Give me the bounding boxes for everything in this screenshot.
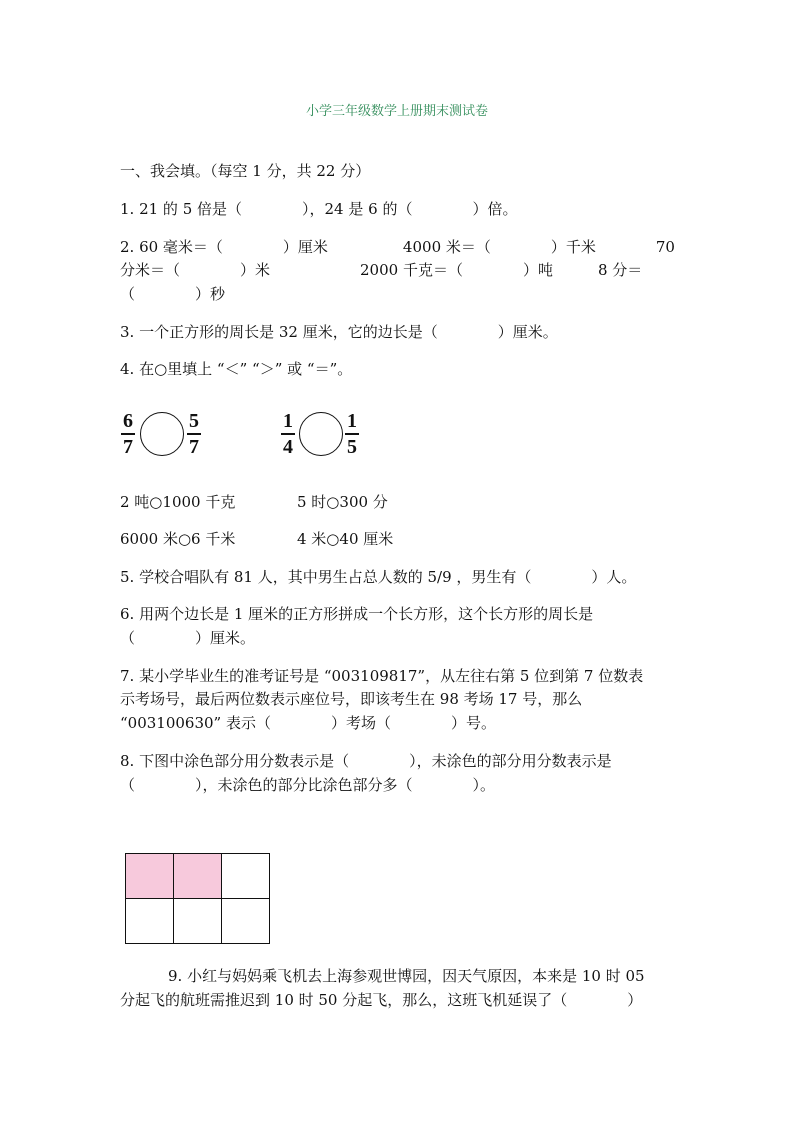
- fraction-numerator: 1: [347, 410, 357, 432]
- fraction-five-sevenths: [187, 410, 201, 458]
- fraction-numerator: 6: [123, 410, 133, 432]
- grid-cell: [126, 899, 174, 944]
- fraction-one-fourth: [281, 410, 295, 458]
- question-2-line-2: 分米＝（ ）米 2000 千克＝（ ）吨 8 分＝: [120, 261, 643, 279]
- fraction-bar: [281, 433, 295, 435]
- fraction-bar: [345, 433, 359, 435]
- question-2-line-3: （ ）秒: [120, 285, 226, 303]
- compare-item-2: 5 时○300 分: [297, 493, 388, 511]
- section-heading: 一、我会填。（每空 1 分，共 22 分）: [120, 162, 371, 180]
- page-title: 小学三年级数学上册期末测试卷: [305, 104, 488, 119]
- question-8-line-1: 8. 下图中涂色部分用分数表示是（ ），未涂色的部分用分数表示是: [120, 752, 612, 770]
- grid-cell-shaded: [126, 854, 174, 899]
- question-7-line-3: “003100630” 表示（ ）考场（ ）号。: [120, 714, 496, 732]
- fraction-numerator: 5: [189, 410, 199, 432]
- compare-item-1: 2 吨○1000 千克: [120, 493, 236, 511]
- grid-cell: [222, 854, 270, 899]
- fraction-one-fifth: [345, 410, 359, 458]
- grid-row: [126, 899, 270, 944]
- shaded-fraction-grid: [125, 853, 270, 944]
- grid-cell: [222, 899, 270, 944]
- fraction-denominator: 7: [123, 436, 133, 458]
- question-5: 5. 学校合唱队有 81 人，其中男生占总人数的 5/9 ，男生有（ ）人。: [120, 568, 637, 586]
- question-1: 1. 21 的 5 倍是（ ），24 是 6 的（ ）倍。: [120, 200, 518, 218]
- compare-circle-1[interactable]: [140, 412, 184, 456]
- grid-cell: [174, 899, 222, 944]
- fraction-denominator: 7: [189, 436, 199, 458]
- question-7-line-1: 7. 某小学毕业生的准考证号是 “003109817”，从左往右第 5 位到第 7 位数表: [120, 667, 644, 685]
- question-2-line-1: 2. 60 毫米＝（ ）厘米 4000 米＝（ ）千米 70: [120, 238, 675, 256]
- grid-cell-shaded: [174, 854, 222, 899]
- question-3: 3. 一个正方形的周长是 32 厘米，它的边长是（ ）厘米。: [120, 323, 558, 341]
- question-8-line-2: （ ），未涂色的部分比涂色部分多（ ）。: [120, 776, 496, 794]
- compare-circle-2[interactable]: [299, 412, 343, 456]
- compare-item-4: 4 米○40 厘米: [297, 530, 394, 548]
- question-4: 4. 在○里填上 “＜” “＞” 或 “＝”。: [120, 360, 353, 378]
- fraction-six-sevenths: [121, 410, 135, 458]
- question-7-line-2: 示考场号，最后两位数表示座位号，即该考生在 98 考场 17 号，那么: [120, 690, 583, 708]
- compare-item-3: 6000 米○6 千米: [120, 530, 236, 548]
- fraction-numerator: 1: [283, 410, 293, 432]
- fraction-denominator: 5: [347, 436, 357, 458]
- question-9-line-2: 分起飞的航班需推迟到 10 时 50 分起飞，那么，这班飞机延误了（ ）: [120, 991, 643, 1009]
- question-6-line-2: （ ）厘米。: [120, 629, 256, 647]
- question-9-line-1: 9. 小红与妈妈乘飞机去上海参观世博园，因天气原因，本来是 10 时 05: [168, 967, 645, 985]
- grid-row: [126, 854, 270, 899]
- fraction-bar: [187, 433, 201, 435]
- fraction-denominator: 4: [283, 436, 293, 458]
- question-6-line-1: 6. 用两个边长是 1 厘米的正方形拼成一个长方形，这个长方形的周长是: [120, 605, 594, 623]
- fraction-bar: [121, 433, 135, 435]
